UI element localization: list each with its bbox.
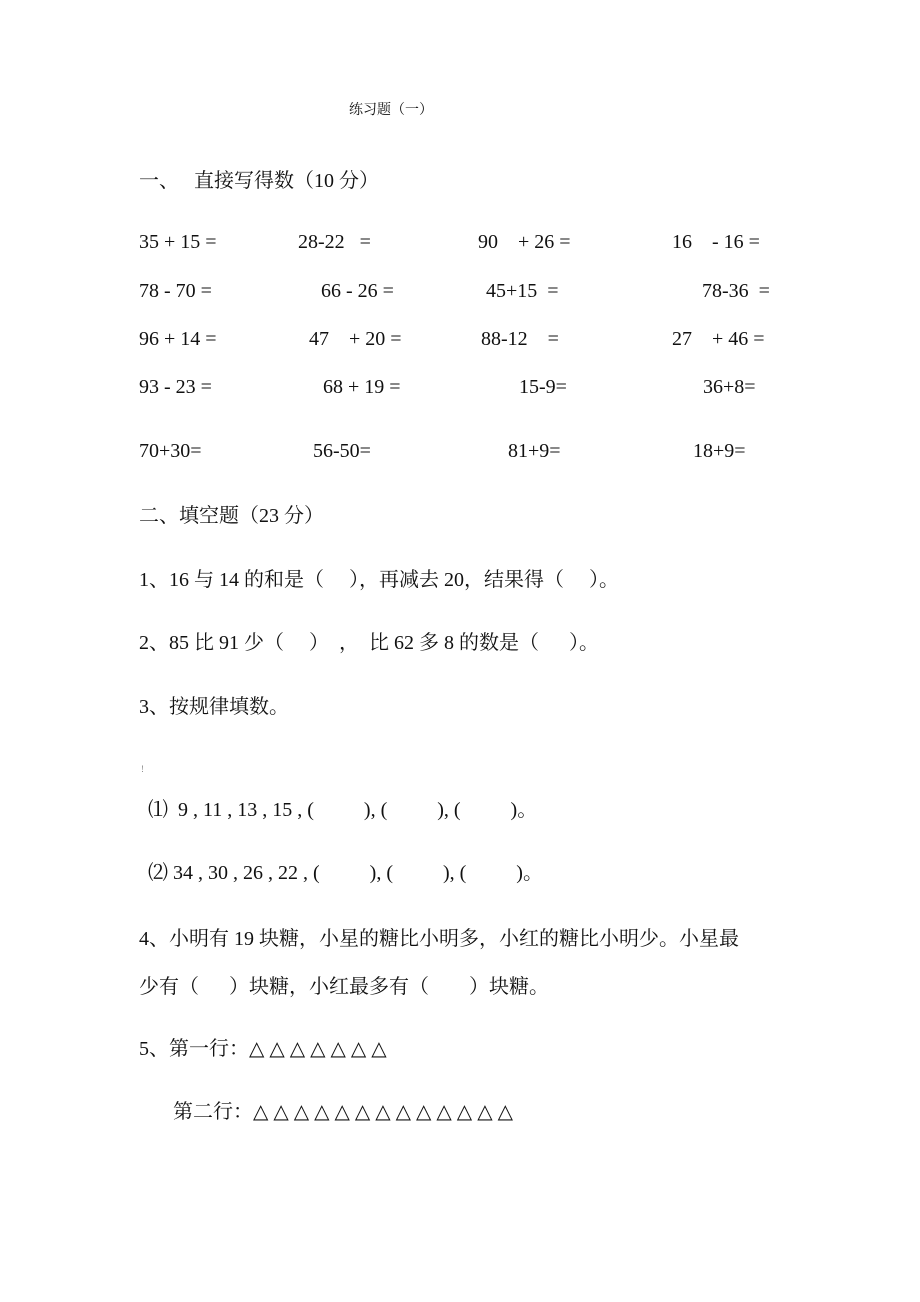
page-title: 练习题（一） bbox=[349, 103, 433, 118]
problem: 27 + 46 = bbox=[672, 328, 765, 350]
problem: 66 - 26 = bbox=[321, 280, 394, 302]
problem: 15-9= bbox=[519, 376, 567, 398]
question-5-row-2: 第二行：△ △ △ △ △ △ △ △ △ △ △ △ △ bbox=[173, 1101, 513, 1123]
problem: 81+9= bbox=[508, 440, 561, 462]
question-5-row-1: 5、第一行：△ △ △ △ △ △ △ bbox=[139, 1038, 387, 1060]
problem: 47 + 20 = bbox=[309, 328, 402, 350]
sequence-1: ⑴ 9 , 11 , 13 , 15 , ( ), ( ), ( )。 bbox=[148, 799, 538, 821]
problem: 68 + 19 = bbox=[323, 376, 401, 398]
problem: 70+30= bbox=[139, 440, 202, 462]
problem: 78 - 70 = bbox=[139, 280, 212, 302]
question-4-line-1: 4、小明有 19 块糖，小星的糖比小明多，小红的糖比小明少。小星最 bbox=[139, 928, 739, 950]
stray-mark: ! bbox=[141, 764, 144, 774]
problem: 90 + 26 = bbox=[478, 231, 571, 253]
section-2-heading: 二、填空题（23 分） bbox=[139, 505, 324, 527]
problem: 56-50= bbox=[313, 440, 371, 462]
question-2: 2、85 比 91 少（ ） ， 比 62 多 8 的数是（ ）。 bbox=[139, 632, 599, 654]
problem: 93 - 23 = bbox=[139, 376, 212, 398]
question-4-line-2: 少有（ ）块糖，小红最多有（ ）块糖。 bbox=[139, 976, 549, 998]
problem: 28-22 = bbox=[298, 231, 371, 253]
problem: 78-36 = bbox=[702, 280, 770, 302]
problem: 36+8= bbox=[703, 376, 756, 398]
section-1-heading: 一、 直接写得数（10 分） bbox=[139, 170, 379, 192]
problem: 96 + 14 = bbox=[139, 328, 217, 350]
question-1: 1、16 与 14 的和是（ ），再减去 20，结果得（ ）。 bbox=[139, 569, 619, 591]
question-3: 3、按规律填数。 bbox=[139, 696, 289, 718]
problem: 45+15 = bbox=[486, 280, 559, 302]
sequence-2: ⑵ 34 , 30 , 26 , 22 , ( ), ( ), ( )。 bbox=[148, 862, 543, 884]
problem: 88-12 = bbox=[481, 328, 559, 350]
problem: 35 + 15 = bbox=[139, 231, 217, 253]
problem: 18+9= bbox=[693, 440, 746, 462]
problem: 16 - 16 = bbox=[672, 231, 760, 253]
